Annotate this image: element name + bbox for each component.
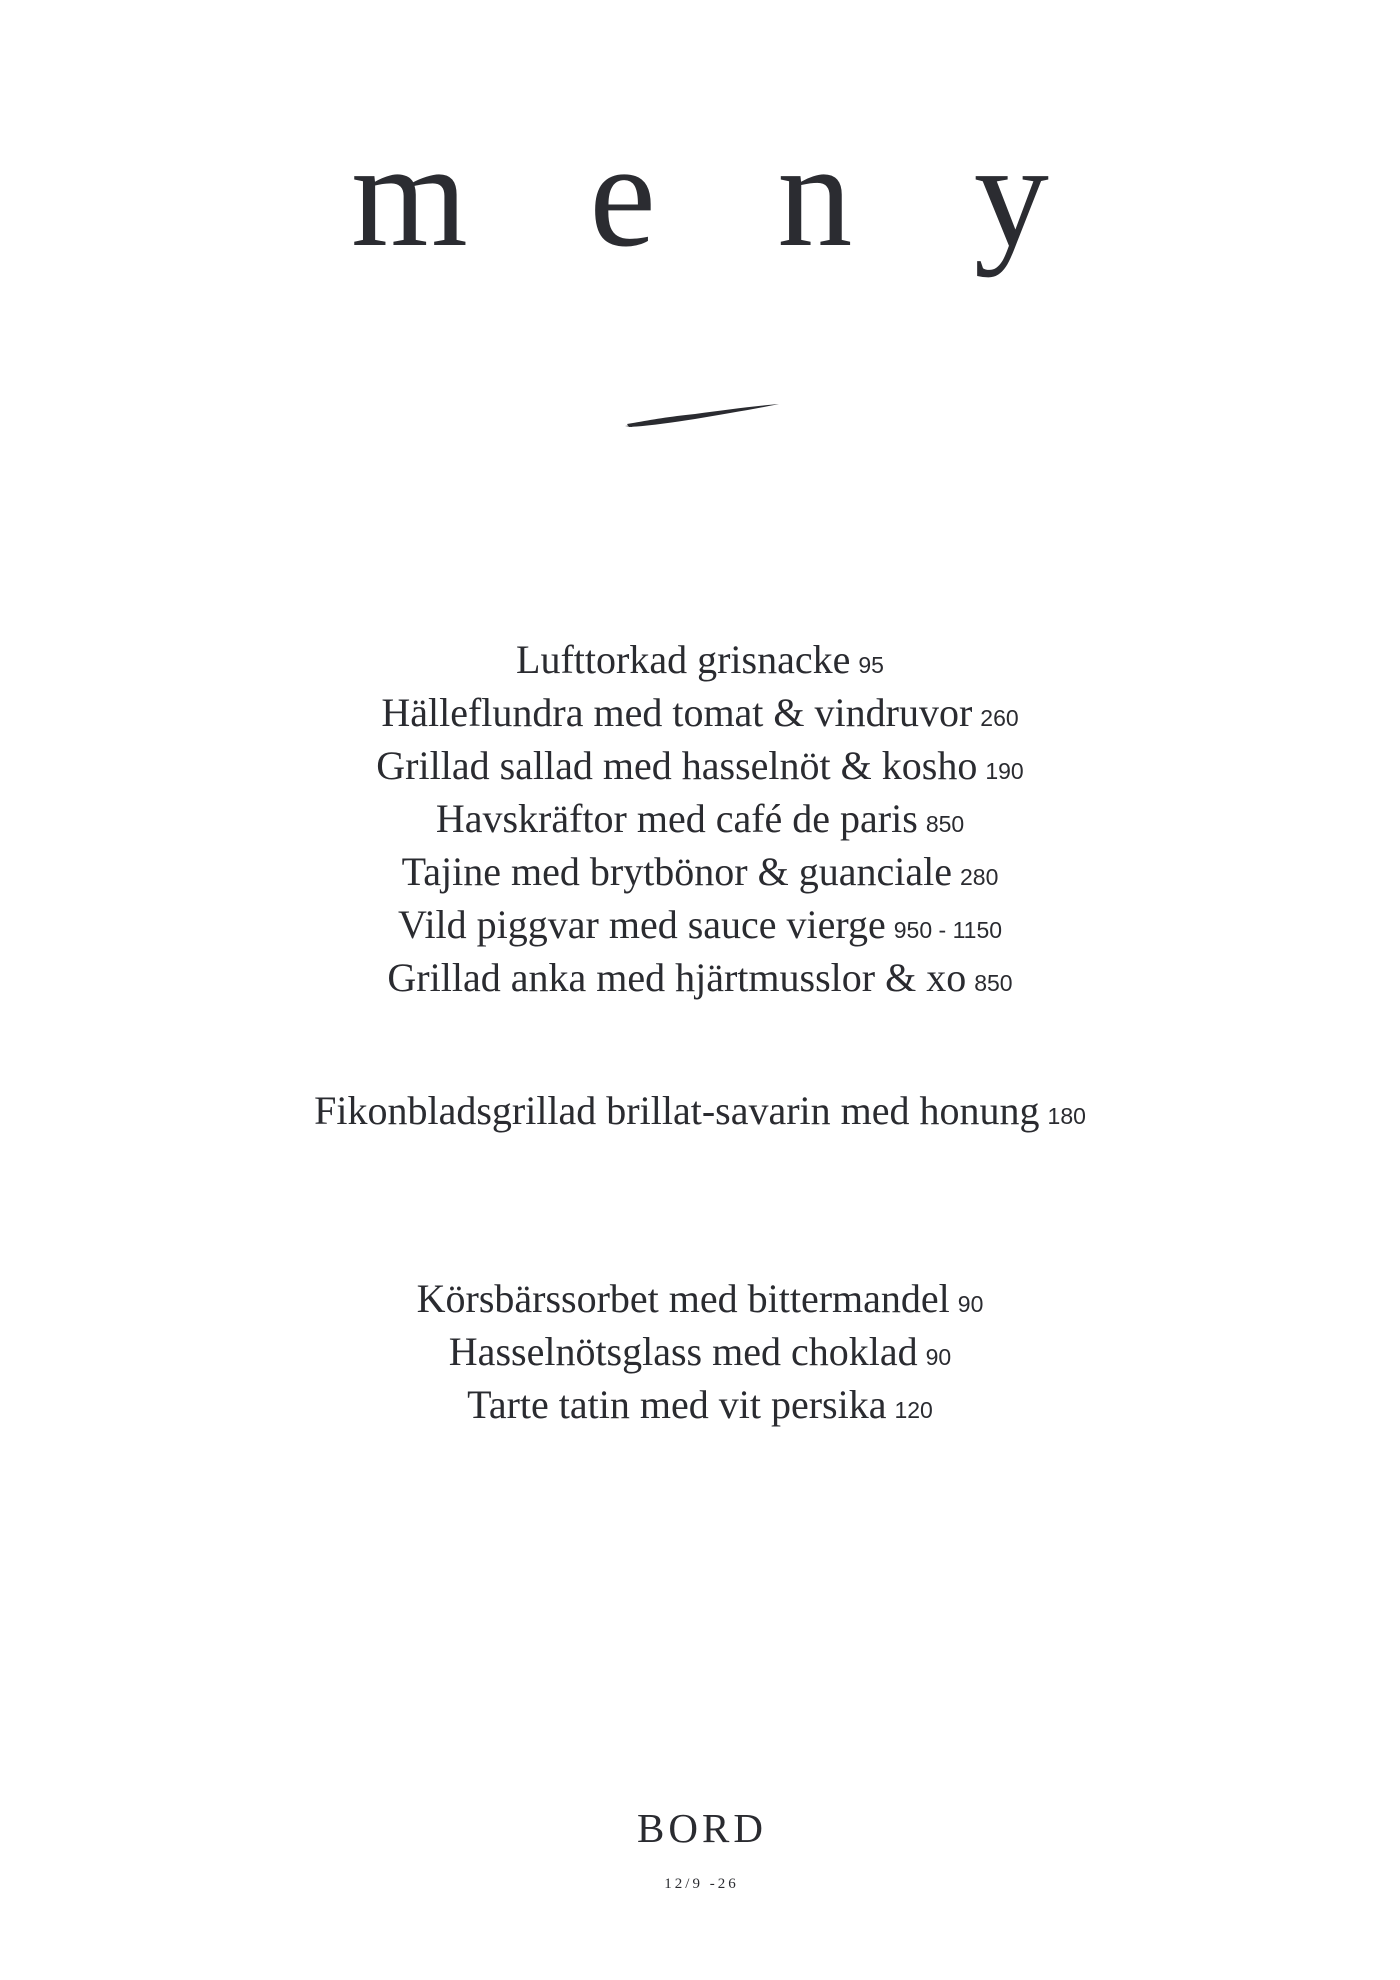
brush-stroke-icon: [625, 400, 781, 430]
menu-item: [0, 1087, 1400, 1140]
menu-item: [0, 954, 1400, 1007]
item-name: Tajine med brytbönor & guanciale: [401, 849, 952, 894]
item-price: 190: [985, 758, 1024, 784]
mains-section: [0, 636, 1400, 1007]
item-name: Vild piggvar med sauce vierge: [397, 902, 886, 947]
item-name: Lufttorkad grisnacke: [516, 637, 851, 682]
menu-title: m e n y: [351, 112, 1091, 278]
menu-item: [0, 1328, 1400, 1381]
item-price: 90: [925, 1344, 952, 1370]
item-price: 90: [957, 1291, 984, 1317]
item-price: 850: [925, 811, 965, 837]
menu-item: [0, 795, 1400, 848]
item-name: Fikonbladsgrillad brillat-savarin med honung: [314, 1088, 1040, 1133]
menu-item: [0, 1381, 1400, 1434]
menu-item: [0, 1275, 1400, 1328]
item-price: 280: [959, 864, 999, 890]
cheese-section: [0, 1087, 1400, 1140]
item-name: Körsbärssorbet med bittermandel: [416, 1276, 950, 1321]
restaurant-name: BORD: [637, 1805, 767, 1851]
item-price: 260: [980, 705, 1019, 731]
item-name: Hasselnötsglass med choklad: [448, 1329, 918, 1374]
menu-item: [0, 689, 1400, 742]
item-name: Hälleflundra med tomat & vindruvor: [381, 690, 973, 735]
item-name: Tarte tatin med vit persika: [467, 1382, 887, 1427]
menu-item: [0, 848, 1400, 901]
menu-item: [0, 742, 1400, 795]
item-price: 850: [974, 970, 1013, 996]
item-price: 120: [894, 1397, 933, 1423]
menu-date: 12/9 -26: [664, 1876, 739, 1892]
item-name: Grillad sallad med hasselnöt & kosho: [376, 743, 978, 788]
menu-item: [0, 901, 1400, 954]
item-name: Grillad anka med hjärtmusslor & xo: [387, 955, 967, 1000]
desserts-section: [0, 1275, 1400, 1434]
item-price: 180: [1047, 1103, 1086, 1129]
menu-item: [0, 636, 1400, 689]
item-price: 95: [858, 652, 884, 678]
item-price: 950 - 1150: [893, 917, 1003, 943]
item-name: Havskräftor med café de paris: [435, 796, 918, 841]
